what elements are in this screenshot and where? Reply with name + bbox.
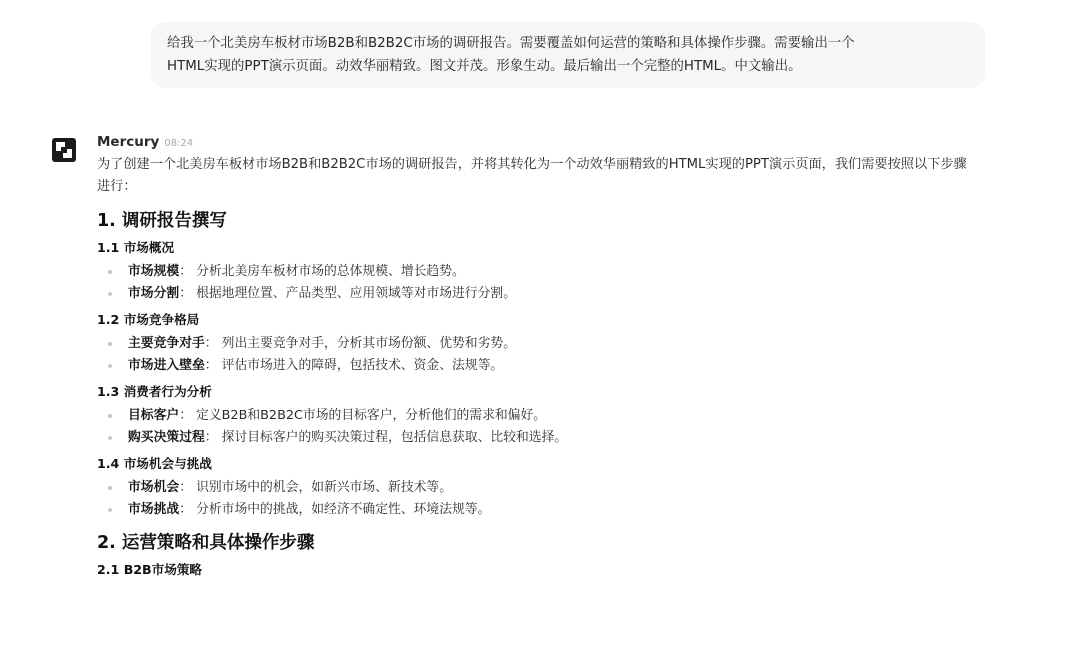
sender-name: Mercury — [97, 134, 160, 150]
bullet-dot-icon — [108, 414, 112, 418]
list-item: 市场分割： 根据地理位置、产品类型、应用领域等对市场进行分割。 — [97, 283, 997, 305]
list-item-term: 市场机会 — [128, 480, 180, 495]
list-item: 市场挑战： 分析市场中的挑战，如经济不确定性、环境法规等。 — [97, 499, 997, 521]
list-item: 购买决策过程： 探讨目标客户的购买决策过程，包括信息获取、比较和选择。 — [97, 427, 997, 449]
list-item-text: 识别市场中的机会，如新兴市场、新技术等。 — [196, 480, 452, 495]
user-message-line-1: 给我一个北美房车板材市场B2B和B2B2C市场的调研报告。需要覆盖如何运营的策略和具体操作步骤。需要输出一个 — [167, 36, 855, 51]
message-timestamp: 08:24 — [164, 138, 194, 149]
subsection-heading: 2.1 B2B市场策略 — [97, 562, 203, 577]
mercury-logo-icon — [52, 138, 76, 162]
bullet-dot-icon — [108, 270, 112, 274]
list-item-text: 分析市场中的挑战，如经济不确定性、环境法规等。 — [196, 502, 491, 517]
subsection-heading: 1.1 市场概况 — [97, 240, 175, 255]
assistant-message — [97, 134, 997, 579]
subsection-heading: 1.4 市场机会与挑战 — [97, 456, 212, 471]
user-message-line-2: HTML实现的PPT演示页面。动效华丽精致。图文并茂。形象生动。最后输出一个完整的HTML。中文输出。 — [167, 59, 802, 74]
list-item: 市场规模： 分析北美房车板材市场的总体规模、增长趋势。 — [97, 261, 997, 283]
section-heading: 2. 运营策略和具体操作步骤 — [97, 533, 315, 553]
list-item-term: 主要竞争对手 — [128, 336, 205, 351]
list-item-term: 市场分割 — [128, 286, 180, 301]
list-item-term: 目标客户 — [128, 408, 180, 423]
bullet-dot-icon — [108, 436, 112, 440]
bullet-list — [97, 477, 997, 521]
subsection-heading: 1.3 消费者行为分析 — [97, 384, 212, 399]
list-item: 市场进入壁垒： 评估市场进入的障碍，包括技术、资金、法规等。 — [97, 355, 997, 377]
list-item: 市场机会： 识别市场中的机会，如新兴市场、新技术等。 — [97, 477, 997, 499]
list-item-term: 市场规模 — [128, 264, 180, 279]
list-item-text: 评估市场进入的障碍，包括技术、资金、法规等。 — [221, 358, 504, 373]
section-heading: 1. 调研报告撰写 — [97, 211, 227, 231]
list-item-text: 定义B2B和B2B2C市场的目标客户，分析他们的需求和偏好。 — [196, 408, 547, 423]
list-item-text: 列出主要竞争对手，分析其市场份额、优势和劣势。 — [221, 336, 516, 351]
subsection-heading: 1.2 市场竞争格局 — [97, 312, 200, 327]
bullet-list — [97, 333, 997, 377]
bullet-list — [97, 261, 997, 305]
bullet-dot-icon — [108, 292, 112, 296]
list-item: 主要竞争对手： 列出主要竞争对手，分析其市场份额、优势和劣势。 — [97, 333, 997, 355]
bullet-dot-icon — [108, 342, 112, 346]
user-message-bubble[interactable] — [151, 22, 985, 88]
bullet-dot-icon — [108, 508, 112, 512]
assistant-intro: 为了创建一个北美房车板材市场B2B和B2B2C市场的调研报告，并将其转化为一个动效华丽精致的HTML实现的PPT演示页面，我们需要按照以下步骤进行： — [97, 157, 967, 194]
list-item-text: 探讨目标客户的购买决策过程，包括信息获取、比较和选择。 — [221, 430, 568, 445]
list-item-text: 分析北美房车板材市场的总体规模、增长趋势。 — [196, 264, 465, 279]
bullet-dot-icon — [108, 364, 112, 368]
bullet-list — [97, 405, 997, 449]
bullet-dot-icon — [108, 486, 112, 490]
list-item-term: 市场进入壁垒 — [128, 358, 205, 373]
message-meta — [97, 134, 997, 152]
list-item: 目标客户： 定义B2B和B2B2C市场的目标客户，分析他们的需求和偏好。 — [97, 405, 997, 427]
list-item-text: 根据地理位置、产品类型、应用领域等对市场进行分割。 — [196, 286, 516, 301]
list-item-term: 市场挑战 — [128, 502, 180, 517]
list-item-term: 购买决策过程 — [128, 430, 205, 445]
